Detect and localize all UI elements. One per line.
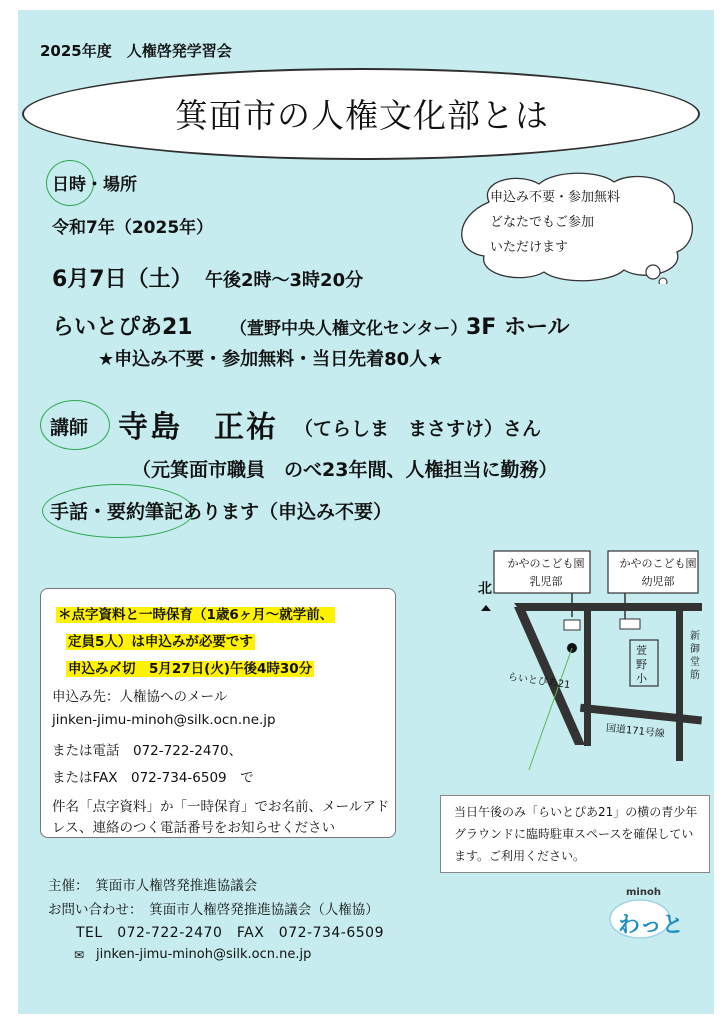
- north-arrow-icon: [481, 605, 491, 611]
- info-highlight-1: ＊点字資料と一時保育（1歳6ヶ月～就学前、: [58, 607, 334, 623]
- event-era: 令和7年（2025年）: [52, 218, 214, 238]
- map-nursery-1: [504, 555, 588, 591]
- cloud-line-3: いただけます: [490, 240, 569, 255]
- info-fax: またはFAX 072-734-6509 で: [52, 770, 254, 786]
- map-nursery-2-a: かやのこども園: [619, 557, 697, 570]
- footer-mail[interactable]: jinken-jimu-minoh@silk.ocn.ne.jp: [96, 947, 312, 962]
- event-time: 午後2時～3時20分: [205, 270, 364, 291]
- map-nursery-2-b: 幼児部: [641, 575, 675, 588]
- lecturer-label: 講師: [50, 417, 89, 439]
- info-highlight-3: 申込み〆切 5月27日(火)午後4時30分: [68, 661, 313, 677]
- event-venue: らいとぴあ21: [52, 315, 193, 340]
- event-series-label: 2025年度 人権啓発学習会: [40, 42, 232, 60]
- map-north-label: 北: [478, 581, 492, 597]
- datetime-label: 日時・場所: [52, 175, 137, 195]
- cloud-line-2: どなたでもご参加: [490, 215, 595, 230]
- info-email[interactable]: jinken-jimu-minoh@silk.ocn.ne.jp: [52, 712, 276, 728]
- logo-main: わっと: [618, 913, 684, 938]
- mail-icon: ✉: [74, 948, 85, 962]
- cloud-line-1: 申込み不要・参加無料: [490, 190, 621, 205]
- map-shinmido-label: 新御堂筋: [690, 631, 700, 681]
- info-highlight-2: 定員5人）は申込みが必要です: [68, 634, 253, 650]
- lecturer-career: （元箕面市職員 のべ23年間、人権担当に勤務）: [132, 459, 558, 481]
- footer-contact: お問い合わせ： 箕面市人権啓発推進協議会（人権協）: [48, 902, 379, 918]
- info-subject-2: レス、連絡のつく電話番号をお知らせください: [52, 820, 336, 836]
- map-raitopia-label: らいとぴあ21: [507, 671, 571, 692]
- cloud-message: [490, 185, 620, 260]
- logo-top: minoh: [626, 887, 661, 898]
- map-nursery-1-b: 乳児部: [529, 575, 563, 588]
- event-notice: ★申込み不要・参加無料・当日先着80人★: [98, 349, 444, 370]
- info-subject-1: 件名「点字資料」か「一時保育」でお名前、メールアド: [52, 799, 390, 815]
- page-title: 箕面市の人権文化部とは: [175, 96, 549, 135]
- event-hall: 3F ホール: [466, 315, 570, 340]
- map-route-label: 国道171号線: [605, 722, 666, 741]
- event-venue-sub: （萱野中央人権文化センター）: [230, 319, 468, 339]
- lecturer-kana: （てらしま まさすけ）さん: [294, 418, 542, 440]
- parking-note: 当日午後のみ「らいとぴあ21」の横の青少年グラウンドに臨時駐車スペースを確保しています。ご利用ください。: [454, 805, 698, 863]
- footer-tel-fax: TEL 072-722-2470 FAX 072-734-6509: [76, 925, 384, 941]
- info-phone: または電話 072-722-2470、: [52, 743, 243, 759]
- info-apply-to: 申込み先：人権協へのメール: [52, 689, 228, 705]
- footer-host: 主催： 箕面市人権啓発推進協議会: [48, 878, 258, 894]
- lecturer-name: 寺島 正祐: [118, 410, 278, 445]
- map-nursery-1-a: かやのこども園: [507, 557, 585, 570]
- map-nursery-2: [614, 555, 702, 591]
- map-school-label: 萱野小: [636, 644, 647, 685]
- sign-language-note: 手話・要約筆記あります（申込み不要）: [50, 501, 393, 523]
- event-date: 6月7日（土）: [52, 267, 193, 292]
